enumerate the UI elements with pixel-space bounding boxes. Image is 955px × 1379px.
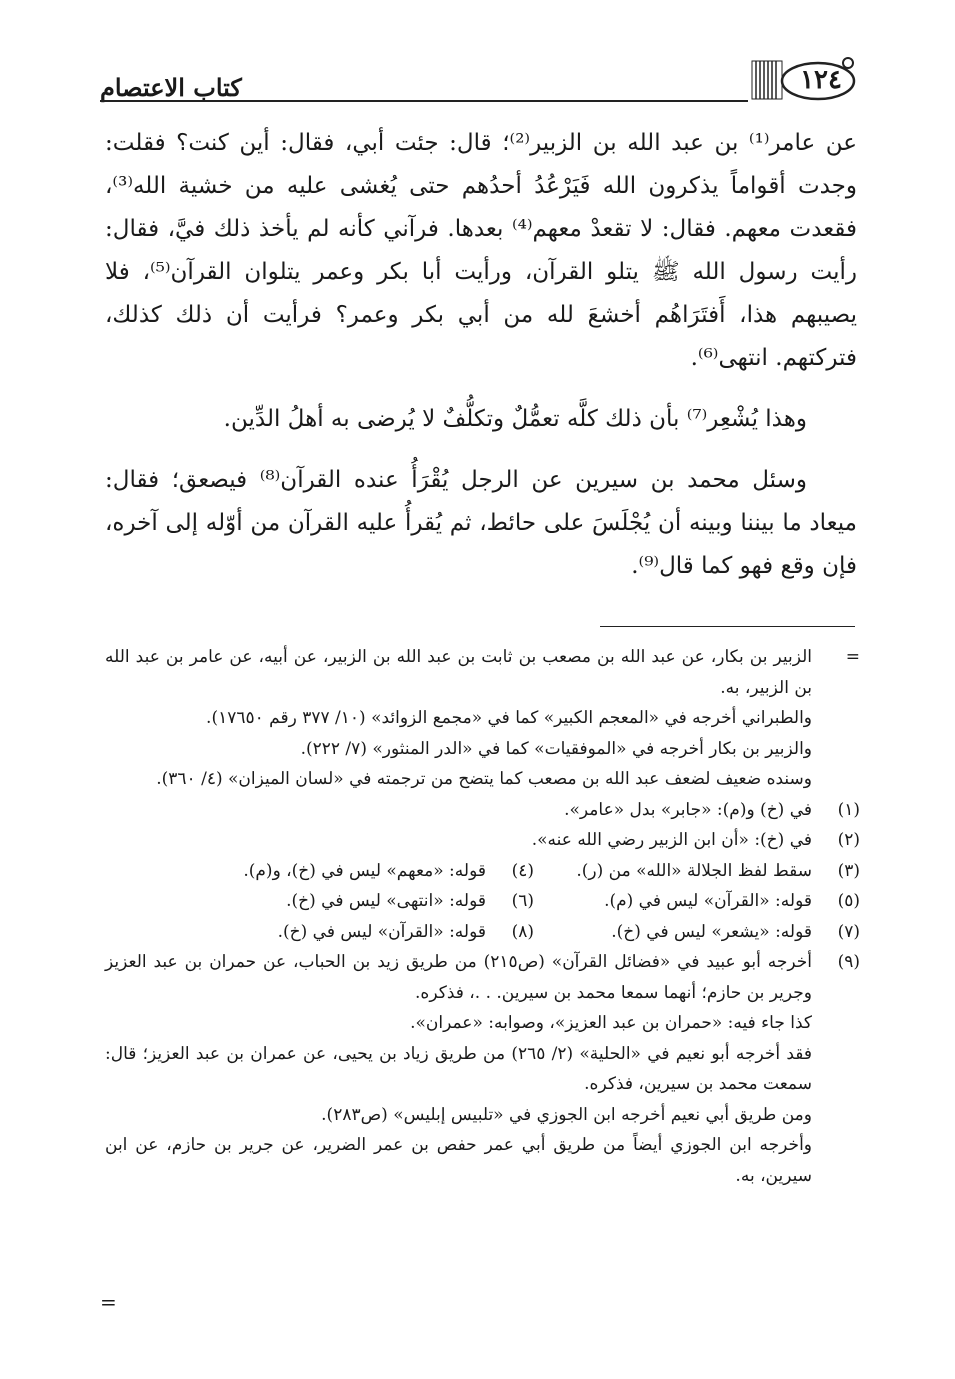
footnote-row-5-6 <box>105 886 860 917</box>
footnote-8 <box>208 917 534 948</box>
footnote-9 <box>105 947 860 1008</box>
footnote-row-7-8 <box>105 917 860 948</box>
footnote-text: في (خ) و(م): «جابر» بدل «عامر». <box>564 799 812 820</box>
footnote-continuation-4 <box>105 764 860 795</box>
footnote-number: (٧) <box>837 921 860 942</box>
paragraph-3: وسئل محمد بن سيرين عن الرجل يُقْرَأُ عنده القرآن⁽⁸⁾ فيصعق؛ فقال: ميعاد ما بيننا وبينه أن يُجْلَسَ على حائط، ثم يُقرأُ عليه القرآن من أوّله إلى آخره، فإن وقع فهو كما قال⁽⁹⁾. <box>105 467 857 579</box>
footnote-text: والزبير بن بكار أخرجه في «الموفقيات» كما في «الدر المنثور» (٧/ ٢٢٢). <box>300 738 812 759</box>
footnote-continuation-1 <box>105 642 860 703</box>
book-title: كتاب الاعتصام <box>100 73 242 102</box>
footnote-9-line-3 <box>105 1039 860 1100</box>
footnote-3 <box>534 856 860 887</box>
footnote-continuation-2 <box>105 703 860 734</box>
footnote-text: أخرجه أبو عبيد في «فضائل القرآن» (ص٢١٥) من طريق زيد بن الحباب، عن حمران بن عبد العزيز وجرير بن حازم؛ أنهما سمعا محمد بن سيرين. . .، فذكره. <box>105 952 812 1003</box>
footnote-number: (٤) <box>511 860 534 881</box>
continuation-end-mark: = <box>100 1290 117 1314</box>
page-number: ١٢٤ <box>800 65 842 95</box>
footnote-number: (٦) <box>511 891 534 911</box>
footnote-number: (٢) <box>837 830 860 850</box>
main-text <box>105 122 857 588</box>
footnote-9-line-2 <box>105 1008 860 1039</box>
header-rule <box>100 100 748 102</box>
footnote-text: كذا جاء فيه: «حمران بن عبد العزيز»، وصوابه: «عمران». <box>410 1013 812 1033</box>
footnote-7 <box>534 917 860 948</box>
paragraph-2: وهذا يُشْعِر⁽⁷⁾ بأن ذلك كلَّه تعمُّلٌ وتكلُّفٌ لا يُرضى به أهلُ الدِّين. <box>223 406 807 432</box>
footnote-2 <box>105 825 860 856</box>
footnote-text: وأخرجه ابن الجوزي أيضاً من طريق أبي عمر حفص بن عمر الضرير، عن جرير بن حازم، عن ابن سيرين، به. <box>105 1135 812 1186</box>
footnote-row-3-4 <box>105 856 860 887</box>
footnote-separator <box>600 626 855 627</box>
footnote-1 <box>105 795 860 826</box>
footnote-text: قوله: «انتهى» ليس في (خ). <box>286 891 486 911</box>
footnote-number: (١) <box>837 799 860 820</box>
footnote-number: (٩) <box>837 952 860 972</box>
footnote-text: قوله: «القرآن» ليس في (خ). <box>277 921 486 942</box>
footnote-text: فقد أخرجه أبو نعيم في «الحلية» (٢/ ٢٦٥) من طريق زياد بن يحيى، عن عمران بن عبد العزيز؛ قال: سمعت محمد بن سيرين، فذكره. <box>105 1043 812 1094</box>
footnote-text: قوله: «يشعر» ليس في (خ). <box>611 921 812 942</box>
paragraph-1: عن عامر⁽¹⁾ بن عبد الله بن الزبير⁽²⁾؛ قال: جئت أبي، فقال: أين كنت؟ فقلت: وجدت أقواماً يذكرون الله فَيَرْعُدُ أحدُهم حتى يُغشى عليه من خشية الله⁽³⁾، فقعدت معهم. فقال: لا تقعدْ معهم⁽⁴⁾ بعدها. فرآني كأنه لم يأخذ ذلك فيَّ، فقال: رأيت رسول الله ﷺ يتلو القرآن، ورأيت أبا بكر وعمر يتلوان القرآن⁽⁵⁾، فلا يصيبهم هذا، أَفتَرَاهُم أخشعَ لله من أبي بكر وعمر؟ فرأيت أن ذلك كذلك، فتركتهم. انتهى⁽⁶⁾. <box>105 130 858 371</box>
footnote-4 <box>208 856 534 887</box>
footnote-continuation-3 <box>105 734 860 765</box>
footnote-number: (٨) <box>511 921 534 942</box>
footnote-6 <box>208 886 534 917</box>
continuation-mark: = <box>845 647 860 667</box>
page-header <box>100 55 858 105</box>
footnote-text: الزبير بن بكار، عن عبد الله بن مصعب بن ثابت بن عبد الله بن الزبير، عن أبيه، عن عامر بن عبد الله بن الزبير، به. <box>105 647 812 698</box>
footnote-5 <box>534 886 860 917</box>
footnote-number: (٥) <box>837 891 860 911</box>
footnote-text: قوله: «معهم» ليس في (خ)، و(م). <box>243 860 486 881</box>
footnote-text: سقط لفظ الجلالة «الله» من (ر). <box>576 860 812 881</box>
footnote-text: في (خ): «أن ابن الزبير رضي الله عنه». <box>531 830 812 850</box>
footnotes <box>105 642 860 1191</box>
footnote-text: قوله: «القرآن» ليس في (م). <box>604 891 812 911</box>
footnote-number: (٣) <box>837 860 860 881</box>
footnote-9-line-5 <box>105 1130 860 1191</box>
footnote-9-line-4 <box>105 1100 860 1131</box>
footnote-text: والطبراني أخرجه في «المعجم الكبير» كما في «مجمع الزوائد» (١٠/ ٣٧٧ رقم ١٧٦٥٠). <box>206 708 812 728</box>
footnote-text: ومن طريق أبي نعيم أخرجه ابن الجوزي في «تلبيس إبليس» (ص٢٨٣). <box>321 1104 812 1125</box>
footnote-text: وسنده ضعيف لضعف عبد الله بن مصعب كما يتضح من ترجمته في «لسان الميزان» (٤/ ٣٦٠). <box>156 769 812 789</box>
